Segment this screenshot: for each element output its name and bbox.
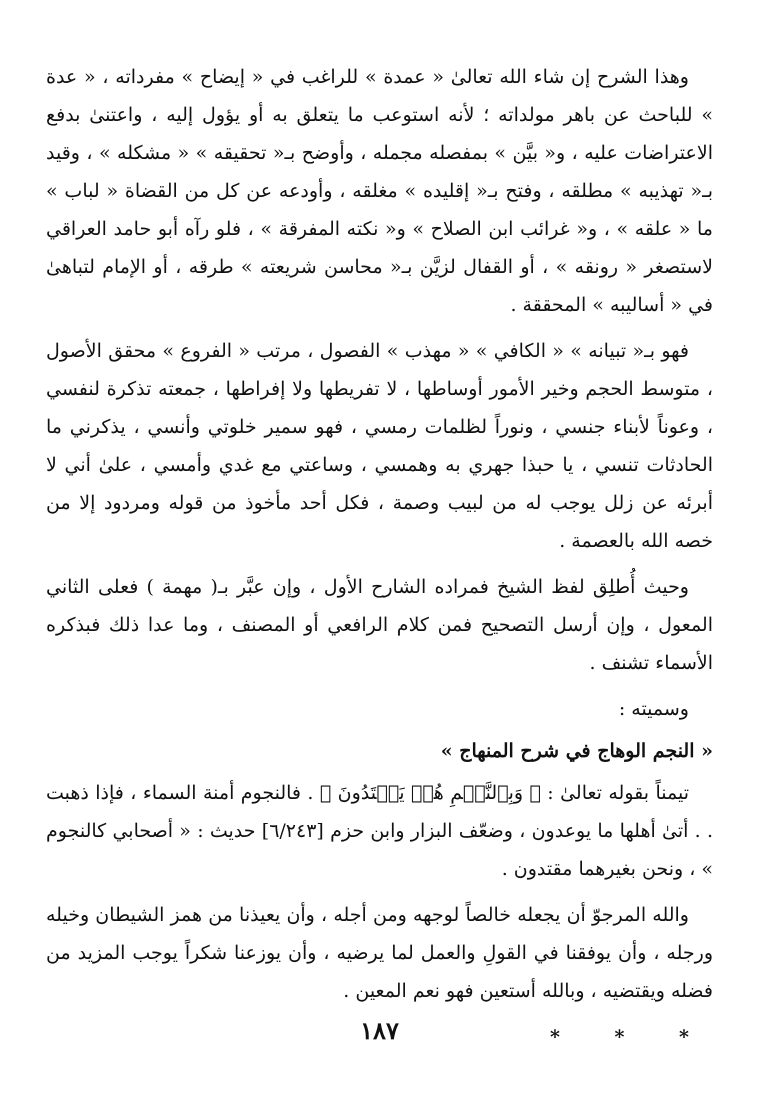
paragraph-title-explanation: تيمناً بقوله تعالىٰ : ﴿ وَبِٱلنَّجۡمِ هُمۡ يَهۡتَدُونَ ﴾ . فالنجوم أمنة السماء ، فإذا ذهبت . . أتىٰ أهلها ما يوعدون ، وضعّف البزار وابن حزم [٦/٢٤٣] حديث : « أصحابي كالنجوم » ، ونحن بغيرهما مقتدون .	[46, 782, 714, 880]
page-body	[46, 58, 713, 1056]
page-number: ١٨٧	[360, 1016, 399, 1045]
paragraph-book-description: فهو بـ« تبيانه » « الكافي » « مهذب » الفصول ، مرتب « الفروع » محقق الأصول ، متوسط الحجم وخير الأمور أوساطها ، لا تفريطها ولا إفراطها ، جمعته تذكرة لنفسي ، وعوناً لأبناء جنسي ، ونوراً لظلمات رمسي ، فهو سمير خلوتي وأنسي ، يذكرني ما الحادثات تنسي ، يا حبذا جهري به وهمسي ، وساعتي مع غدي وأمسي ، علىٰ أني لا أبرئه عن زلل يوجب له من لبيب وصمة ، فكل أحد مأخوذ من قوله ومردود إلا من خصه الله بالعصمة .	[46, 340, 713, 552]
paragraph-commentary-praise: وهذا الشرح إن شاء الله تعالىٰ « عمدة » للراغب في « إيضاح » مفرداته ، « عدة » للباحث عن باهر مولداته ؛ لأنه استوعب ما يتعلق به أو يؤول إليه ، واعتنىٰ بدفع الاعتراضات عليه ، و« بيَّن » بمفصله مجمله ، وأوضح بـ« تحقيقه » « مشكله » ، وقيد بـ« تهذيبه » مطلقه ، وفتح بـ« إقليده » مغلقه ، وأودعه عن كل من القضاة « لباب » ما « علقه » ، و« غرائب ابن الصلاح » و« نكته المفرقة » ، فلو رآه أبو حامد العراقي لاستصغر « رونقه » ، أو القفال لزيَّن بـ« محاسن شريعته » طرقه ، أو الإمام لتباهىٰ في « أساليبه » المحققة .	[46, 66, 713, 316]
section-separator: * * *	[549, 1026, 713, 1048]
paragraph-closing-prayer: والله المرجوّ أن يجعله خالصاً لوجهه ومن أجله ، وأن يعيذنا من همز الشيطان وخيله ورجله ، وأن يوفقنا في القولِ والعمل لما يرضيه ، وأن يوزعنا شكراً يوجب المزيد من فضله ويقتضيه ، وبالله أستعين فهو نعم المعين .	[46, 904, 713, 1002]
book-title: « النجم الوهاج في شرح المنهاج »	[440, 740, 713, 762]
paragraph-terminology: وحيث أُطلِق لفظ الشيخ فمراده الشارح الأول ، وإن عبَّر بـ( مهمة ) فعلى الثاني المعول ، وإن أرسل التصحيح فمن كلام الرافعي أو المصنف ، وما عدا ذلك فبذكره الأسماء تشنف .	[46, 576, 713, 674]
naming-intro: وسميته :	[618, 698, 689, 720]
